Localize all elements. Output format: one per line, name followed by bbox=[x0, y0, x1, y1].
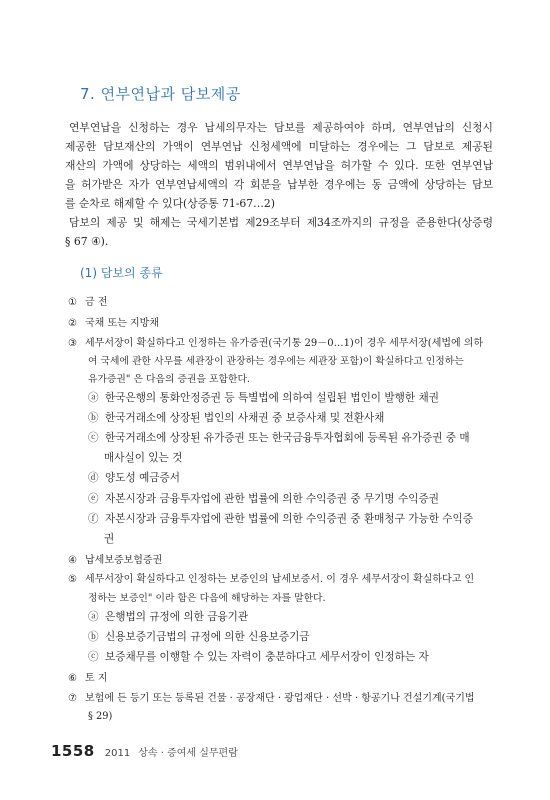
sub-list-item bbox=[88, 470, 180, 487]
paragraph-collateral bbox=[65, 213, 493, 251]
list-item-text: 양도성 예금증서 bbox=[105, 472, 181, 484]
list-item-text: 한국거래소에 상장된 법인의 사채권 중 보증사채 및 전환사채 bbox=[105, 412, 385, 424]
list-item bbox=[68, 335, 483, 352]
sub-list-item bbox=[88, 649, 429, 666]
list-item bbox=[68, 552, 162, 569]
sub-list-item bbox=[88, 390, 439, 407]
footer-year: 2011 bbox=[104, 748, 131, 759]
list-marker: ⑤ bbox=[68, 574, 77, 585]
list-marker: ⓐ bbox=[88, 611, 99, 623]
list-marker: ③ bbox=[68, 338, 77, 349]
sub-list-item bbox=[88, 511, 473, 528]
footer-book-title: 상속 · 증여세 실무편람 bbox=[138, 748, 238, 759]
list-marker: ⓔ bbox=[88, 493, 99, 505]
list-item-text: 자본시장과 금융투자업에 관한 법률에 의한 수익증권 중 무기명 수익증권 bbox=[105, 493, 439, 505]
list-item-continuation bbox=[88, 371, 250, 388]
subsection-title: (1) 담보의 종류 bbox=[80, 266, 163, 280]
list-marker: ⑦ bbox=[68, 693, 77, 704]
list-item-continuation bbox=[88, 590, 326, 607]
list-item-text: 자본시장과 금융투자업에 관한 법률에 의한 수익증권 중 환매청구 가능한 수익증 bbox=[105, 513, 474, 525]
list-marker: ⓑ bbox=[88, 412, 99, 424]
list-item-text: 한국거래소에 상장된 유가증권 또는 한국금융투자협회에 등록된 유가증권 중 매 bbox=[105, 432, 470, 444]
sub-list-item-continuation bbox=[104, 450, 182, 467]
list-marker: ④ bbox=[68, 555, 77, 566]
list-item-continuation bbox=[88, 708, 112, 725]
sub-list-item bbox=[88, 491, 439, 508]
page-number: 1558 bbox=[51, 742, 95, 760]
list-item-text: 국채 또는 지방채 bbox=[85, 318, 159, 329]
sub-list-item bbox=[88, 430, 470, 447]
list-marker: ⓒ bbox=[88, 432, 99, 444]
list-item-text: 정하는 보증인" 이라 함은 다음에 해당하는 자를 말한다. bbox=[88, 593, 326, 604]
sub-list-item bbox=[88, 410, 384, 427]
paragraph-line: 를 순차로 해제할 수 있다(상증통 71-67…2) bbox=[65, 197, 275, 210]
list-item bbox=[68, 690, 475, 707]
paragraph-line: 담보의 제공 및 해제는 국세기본법 제29조부터 제34조까지의 규정을 준용한다(상증령 bbox=[69, 216, 493, 229]
list-item-text: 권 bbox=[104, 533, 115, 545]
list-item-text: 세무서장이 확실하다고 인정하는 보증인의 납세보증서. 이 경우 세무서장이 확실하다고 인 bbox=[85, 574, 475, 585]
list-item-continuation bbox=[88, 353, 464, 370]
paragraph-line: 제공한 담보재산의 가액이 연부연납 신청세액에 미달하는 경우에는 그 담보로 제공된 bbox=[65, 140, 493, 153]
list-item bbox=[68, 670, 108, 687]
list-item-text: 토 지 bbox=[85, 673, 108, 684]
list-marker: ⓐ bbox=[88, 392, 99, 404]
section-title: 7. 연부연납과 담보제공 bbox=[80, 85, 241, 103]
list-marker: ⓒ bbox=[88, 651, 99, 663]
paragraph-line: 을 허가받은 자가 연부연납세액의 각 회분을 납부한 경우에는 동 금액에 상당하는 담보 bbox=[65, 178, 493, 191]
list-item-text: 신용보증기금법의 규정에 의한 신용보증기금 bbox=[105, 631, 310, 643]
sub-list-item bbox=[88, 609, 248, 626]
list-marker: ① bbox=[68, 297, 77, 308]
list-item bbox=[68, 315, 159, 332]
list-item-text: 보증채무를 이행할 수 있는 자력이 충분하다고 세무서장이 인정하는 자 bbox=[105, 651, 429, 663]
list-item-text: 한국은행의 통화안정증권 등 특별법에 의하여 설립된 법인이 발행한 채권 bbox=[105, 392, 439, 404]
list-item-text: 유가증권" 은 다음의 증권을 포함한다. bbox=[88, 374, 251, 385]
list-item-text: 은행법의 규정에 의한 금융기관 bbox=[105, 611, 249, 623]
list-marker: ⓕ bbox=[88, 513, 99, 525]
list-item-text: 여 국세에 관한 사무를 세관장이 관장하는 경우에는 세관장 포함)이 확실하다고 인정하는 bbox=[88, 356, 464, 367]
paragraph-line: 연부연납을 신청하는 경우 납세의무자는 담보를 제공하여야 하며, 연부연납의 신청시 bbox=[69, 121, 493, 134]
sub-list-item bbox=[88, 629, 310, 646]
list-marker: ⑥ bbox=[68, 673, 77, 684]
list-item-text: 보험에 든 등기 또는 등록된 건물 · 공장재단 · 광업재단 · 선박 · 항공기나 건설기계(국기법 bbox=[85, 693, 475, 704]
list-marker: ② bbox=[68, 318, 77, 329]
list-item-text: § 29) bbox=[88, 711, 113, 722]
list-item-text: 금 전 bbox=[85, 297, 108, 308]
sub-list-item-continuation bbox=[104, 531, 114, 548]
list-item-text: 세무서장이 확실하다고 인정하는 유가증권(국기통 29－0…1)이 경우 세무서장(세법에 의하 bbox=[85, 338, 484, 349]
list-item bbox=[68, 294, 108, 311]
list-item-text: 납세보증보험증권 bbox=[85, 555, 163, 566]
list-item bbox=[68, 571, 474, 588]
list-marker: ⓓ bbox=[88, 472, 99, 484]
list-marker: ⓑ bbox=[88, 631, 99, 643]
page-footer bbox=[51, 741, 238, 760]
paragraph-line: 재산의 가액에 상당하는 세액의 범위내에서 연부연납을 허가할 수 있다. 또한 연부연납 bbox=[65, 159, 493, 172]
list-item-text: 매사실이 있는 것 bbox=[104, 452, 183, 464]
paragraph-line: § 67 ④). bbox=[65, 235, 109, 248]
paragraph-installment bbox=[65, 118, 493, 213]
